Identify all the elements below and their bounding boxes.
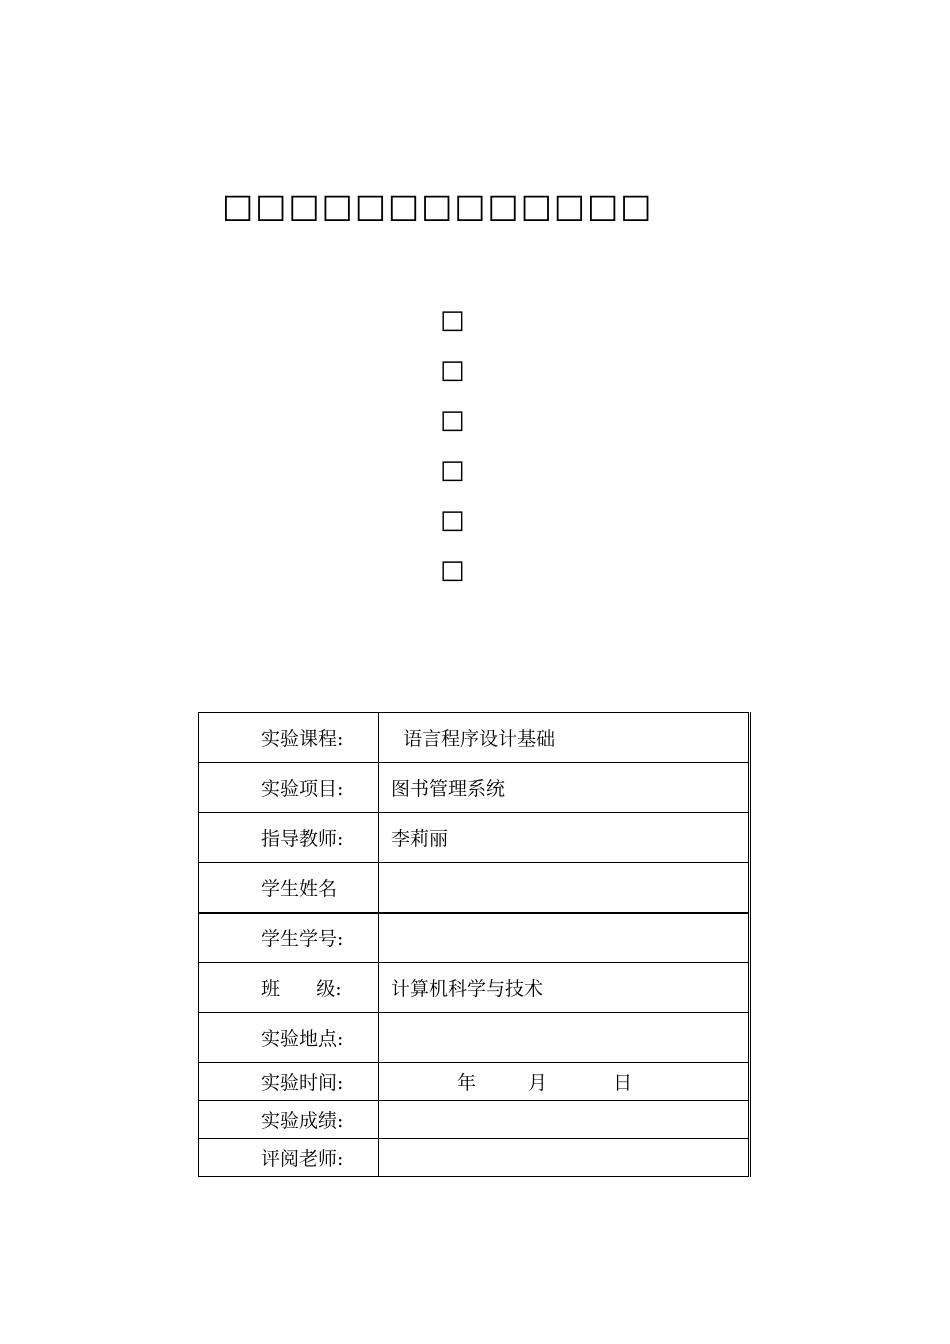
document-header-title: □□□□□□□□□□□□□ <box>222 186 654 225</box>
table-row-grade <box>199 1101 750 1139</box>
label-student-name: 学生姓名 <box>199 863 379 913</box>
cover-vertical-char: □ <box>440 455 465 485</box>
value-student-name <box>379 863 750 913</box>
label-student-id: 学生学号: <box>199 913 379 963</box>
value-student-id <box>379 913 750 963</box>
label-grade: 实验成绩: <box>199 1101 379 1139</box>
table-row-reviewer <box>199 1139 750 1177</box>
table-row-project <box>199 763 750 813</box>
table-row-location <box>199 1013 750 1063</box>
value-instructor: 李莉丽 <box>379 813 750 863</box>
label-location: 实验地点: <box>199 1013 379 1063</box>
cover-vertical-char: □ <box>440 505 465 535</box>
table-row-student-id <box>199 913 750 963</box>
cover-vertical-title <box>440 300 465 600</box>
cover-vertical-char: □ <box>440 555 465 585</box>
label-time: 实验时间: <box>199 1063 379 1101</box>
value-project: 图书管理系统 <box>379 763 750 813</box>
table-row-time <box>199 1063 750 1101</box>
date-day: 日 <box>613 1072 633 1094</box>
cover-vertical-char: □ <box>440 405 465 435</box>
date-year: 年 <box>457 1072 477 1094</box>
label-instructor: 指导教师: <box>199 813 379 863</box>
label-reviewer: 评阅老师: <box>199 1139 379 1177</box>
experiment-info-table <box>198 712 751 1177</box>
value-grade <box>379 1101 750 1139</box>
cover-vertical-char: □ <box>440 305 465 335</box>
table-row-class <box>199 963 750 1013</box>
value-reviewer <box>379 1139 750 1177</box>
date-month: 月 <box>528 1072 548 1094</box>
cover-vertical-char: □ <box>440 355 465 385</box>
label-project: 实验项目: <box>199 763 379 813</box>
table-row-instructor <box>199 813 750 863</box>
value-course: 语言程序设计基础 <box>379 713 750 763</box>
table-row-course <box>199 713 750 763</box>
value-class: 计算机科学与技术 <box>379 963 750 1013</box>
label-class: 班 级: <box>199 963 379 1013</box>
value-time <box>379 1063 750 1101</box>
value-location <box>379 1013 750 1063</box>
label-course: 实验课程: <box>199 713 379 763</box>
table-row-student-name <box>199 863 750 913</box>
